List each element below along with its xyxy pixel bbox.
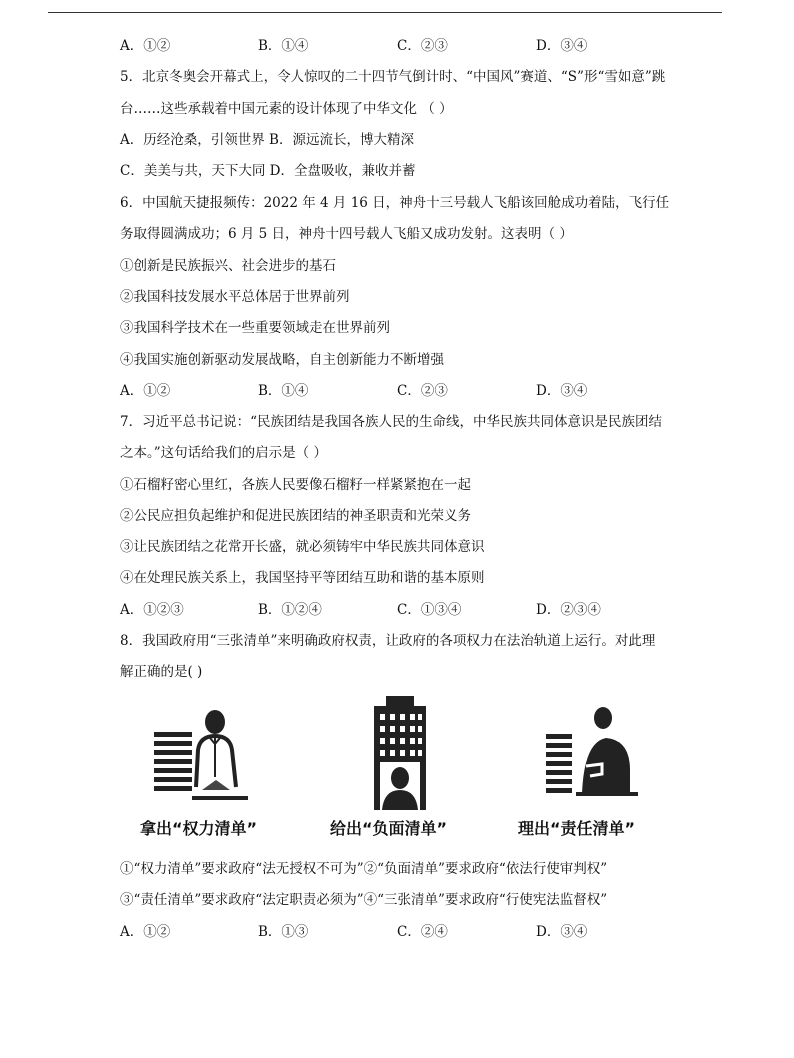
q7-option-a[interactable]: A．①②③: [120, 602, 184, 618]
q6-item-3: ③我国科学技术在一些重要领域走在世界前列: [120, 320, 390, 336]
q6-stem-line2: 务取得圆满成功；6 月 5 日，神舟十四号载人飞船又成功发射。这表明（ ）: [120, 226, 573, 242]
negative-list-illustration: [356, 692, 446, 812]
q8-stem-line1: 8．我国政府用“三张清单”来明确政府权责，让政府的各项权力在法治轨道上运行。对此理: [120, 633, 656, 649]
q6-option-c[interactable]: C．②③: [397, 383, 448, 399]
q6-item-1: ①创新是民族振兴、社会进步的基石: [120, 258, 336, 274]
q7-item-4: ④在处理民族关系上，我国坚持平等团结互助和谐的基本原则: [120, 570, 485, 586]
q8-option-d[interactable]: D．③④: [536, 924, 588, 940]
q7-item-2: ②公民应担负起维护和促进民族团结的神圣职责和光荣义务: [120, 508, 471, 524]
q7-stem-line2: 之本。”这句话给我们的启示是（ ）: [120, 445, 327, 461]
negative-list-caption: 给出“负面清单”: [330, 819, 448, 838]
q7-option-b[interactable]: B．①②④: [258, 602, 322, 618]
power-list-illustration: [146, 692, 266, 812]
responsibility-list-caption: 理出“责任清单”: [518, 819, 636, 838]
q8-option-c[interactable]: C．②④: [397, 924, 448, 940]
q4-option-d[interactable]: D．③④: [536, 38, 588, 54]
q6-item-2: ②我国科技发展水平总体居于世界前列: [120, 289, 350, 305]
q7-item-3: ③让民族团结之花常开长盛，就必须铸牢中华民族共同体意识: [120, 539, 485, 555]
q7-option-c[interactable]: C．①③④: [397, 602, 462, 618]
q7-stem-line1: 7．习近平总书记说：“民族团结是我国各族人民的生命线，中华民族共同体意识是民族团结: [120, 414, 662, 430]
header-rule: [48, 12, 722, 13]
q5-options-line1[interactable]: A．历经沧桑，引领世界 B．源远流长，博大精深: [120, 132, 414, 148]
q4-option-a[interactable]: A．①②: [120, 38, 171, 54]
q8-stem-line2: 解正确的是( ): [120, 664, 203, 680]
q7-option-d[interactable]: D．②③④: [536, 602, 601, 618]
q5-stem-line1: 5．北京冬奥会开幕式上，令人惊叹的二十四节气倒计时、“中国风”赛道、“S”形“雪如意”跳: [120, 69, 666, 85]
q6-option-a[interactable]: A．①②: [120, 383, 171, 399]
q5-options-line2[interactable]: C．美美与共，天下大同 D．全盘吸收，兼收并蓄: [120, 163, 416, 179]
q4-option-b[interactable]: B．①④: [258, 38, 309, 54]
q6-item-4: ④我国实施创新驱动发展战略，自主创新能力不断增强: [120, 352, 444, 368]
q8-option-b[interactable]: B．①③: [258, 924, 309, 940]
q8-items-line1: ①“权力清单”要求政府“法无授权不可为”②“负面清单”要求政府“依法行使审判权”: [120, 861, 608, 877]
q6-stem-line1: 6．中国航天捷报频传：2022 年 4 月 16 日，神舟十三号载人飞船该回舱成功着陆，飞行任: [120, 195, 670, 211]
q6-option-b[interactable]: B．①④: [258, 383, 309, 399]
q6-option-d[interactable]: D．③④: [536, 383, 588, 399]
q4-option-c[interactable]: C．②③: [397, 38, 448, 54]
q8-items-line2: ③“责任清单”要求政府“法定职责必须为”④“三张清单”要求政府“行使宪法监督权”: [120, 892, 608, 908]
q8-option-a[interactable]: A．①②: [120, 924, 171, 940]
q7-item-1: ①石榴籽密心里红，各族人民要像石榴籽一样紧紧抱在一起: [120, 477, 471, 493]
q5-stem-line2: 台……这些承载着中国元素的设计体现了中华文化 （ ）: [120, 101, 453, 117]
power-list-caption: 拿出“权力清单”: [140, 819, 258, 838]
responsibility-list-illustration: [540, 692, 650, 812]
